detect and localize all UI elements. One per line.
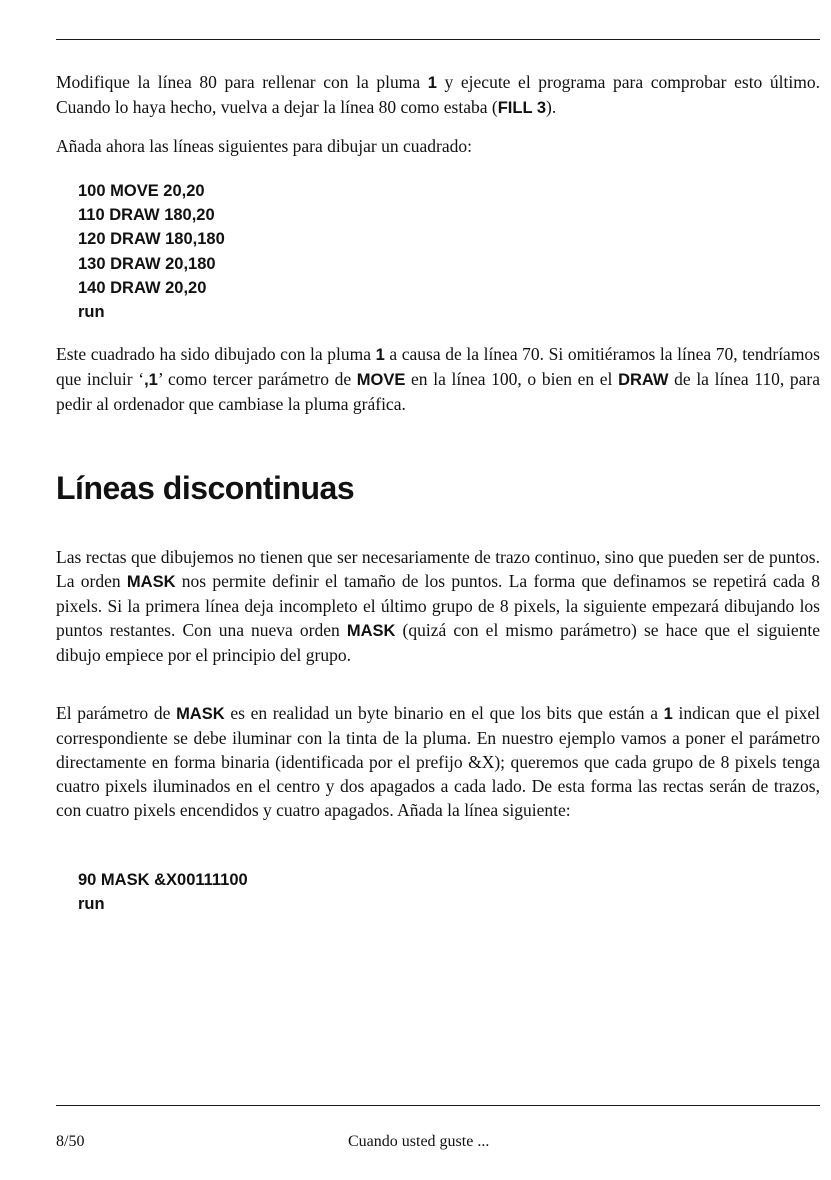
code-line: run — [78, 895, 105, 914]
bold-span: MASK — [176, 705, 225, 723]
paragraph-add-lines: Añada ahora las líneas siguientes para dibujar un cuadrado: — [56, 136, 472, 156]
code-line: run — [78, 303, 105, 322]
bold-span: MASK — [346, 622, 396, 640]
text-span: Este cuadrado ha sido dibujado con la pluma — [56, 344, 376, 364]
running-title: Cuando usted guste ... — [348, 1133, 490, 1150]
code-line: 120 DRAW 180,180 — [78, 230, 225, 249]
paragraph-fill-instruction — [56, 70, 820, 120]
text-span: (quizá con el mismo parámetro) se hace que el siguiente dibujo empiece por el principio del grupo. — [56, 620, 821, 665]
bold-span: MOVE — [356, 371, 406, 389]
text-span: nos permite definir el tamaño de los puntos. La forma que definamos se repetirá cada 8 pixels. Si la primera línea deja incompleto el último grupo de 8 pixels, la siguiente empezará dibujando los puntos restantes. Con una nueva orden — [56, 571, 820, 640]
text-span: Las rectas que dibujemos no tienen que ser necesariamente de trazo continuo, sino que pueden ser de puntos. La orden — [56, 547, 820, 591]
bold-span: 1 — [427, 74, 437, 92]
bold-span: MASK — [126, 573, 176, 591]
paragraph-mask-parameter — [56, 701, 820, 822]
paragraph-square-explanation — [56, 342, 820, 416]
code-line: 140 DRAW 20,20 — [78, 278, 207, 297]
page-number: 8/50 — [56, 1133, 85, 1150]
text-span: a causa de la línea 70. Si omitiéramos la línea 70, tendríamos que incluir ‘ — [56, 344, 820, 389]
text-span: en la línea 100, o bien en el — [405, 369, 619, 389]
code-line: 130 DRAW 20,180 — [78, 254, 216, 273]
bold-span: FILL 3 — [497, 99, 547, 117]
code-line: 100 MOVE 20,20 — [78, 182, 205, 200]
text-span: ). — [546, 97, 557, 117]
text-span: ’ como tercer parámetro de — [157, 369, 357, 389]
text-span: de la línea 110, para pedir al ordenador que cambiase la pluma gráfica. — [56, 369, 821, 414]
bold-span: 1 — [663, 705, 673, 723]
bottom-rule — [56, 1105, 820, 1106]
top-rule — [56, 39, 820, 40]
text-span: indican que el pixel correspondiente se debe iluminar con la tinta de la pluma. En nuestro ejemplo vamos a poner el parámetro directamente en forma binaria (identificada por el prefijo &X); queremos que cada grupo de 8 pixels tenga cuatro pixels iluminados en el centro y dos apagados a cada lado. De esta forma las rectas serán de trazos, con cuatro pixels encendidos y cuatro apagados. Añada la línea siguiente: — [56, 703, 820, 820]
code-block-square — [78, 179, 225, 324]
text-span: es en realidad un byte binario en el que los bits que están a — [224, 703, 664, 723]
code-line: 90 MASK &X00111100 — [78, 871, 248, 889]
code-block-mask — [78, 868, 248, 916]
text-span: y ejecute el programa para comprobar esto último. Cuando lo haya hecho, vuelva a dejar la línea 80 como estaba ( — [56, 72, 820, 117]
text-span: Modifique la línea 80 para rellenar con la pluma — [56, 72, 428, 92]
paragraph-mask-intro — [56, 545, 820, 667]
text-span: El parámetro de — [56, 703, 177, 723]
section-heading: Líneas discontinuas — [56, 470, 355, 506]
bold-span: DRAW — [618, 371, 669, 389]
bold-span: 1 — [375, 346, 385, 364]
bold-span: ,1 — [144, 371, 158, 389]
code-line: 110 DRAW 180,20 — [78, 206, 215, 225]
